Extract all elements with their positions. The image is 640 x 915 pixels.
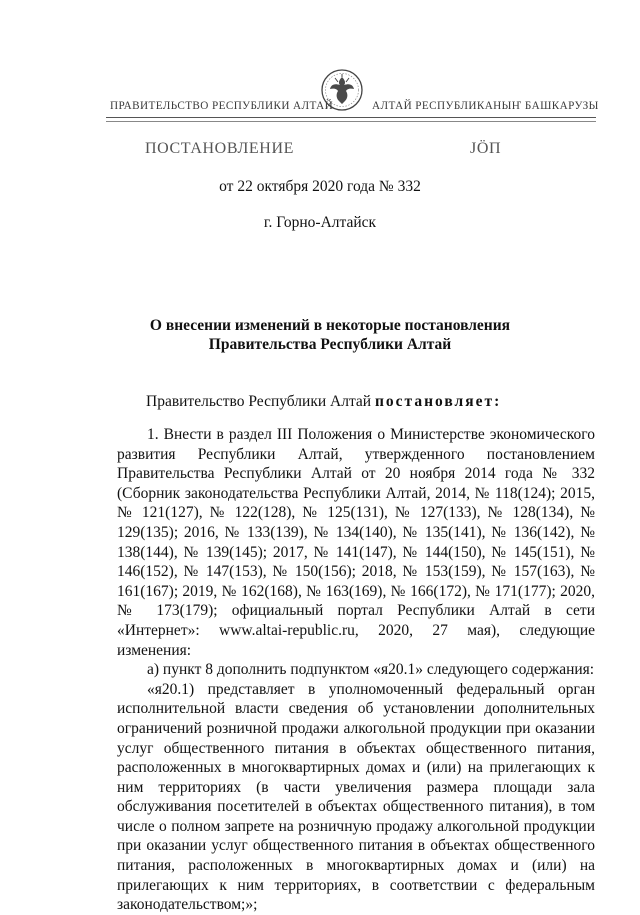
title-line-2: Правительства Республики Алтай	[208, 336, 452, 353]
preamble	[146, 393, 501, 411]
document-date-number: от 22 октября 2020 года № 332	[219, 178, 421, 195]
document-type-altai: ЈӦП	[470, 140, 502, 157]
government-name-russian: ПРАВИТЕЛЬСТВО РЕСПУБЛИКИ АЛТАЙ	[110, 100, 334, 112]
title-line-1: О внесении изменений в некоторые постановления	[149, 317, 511, 334]
paragraph-2: а) пункт 8 дополнить подпунктом «я20.1» следующего содержания:	[147, 661, 595, 679]
document-title	[120, 316, 540, 354]
header-rule	[106, 117, 596, 118]
document-type-russian: ПОСТАНОВЛЕНИЕ	[145, 140, 294, 157]
paragraph-1: 1. Внести в раздел III Положения о Министерстве экономического развития Республики Алтай, утвержденного постановлением Правительства Республики Алтай от 20 ноября 2014 года № 332 (Сборник законодательства Республики Алтай, 2014, № 118(124); 2015, № 121(127), № 122(128), № 125(131), № 127(133), № 128(134), № 129(135); 2016, № 133(139), № 134(140), № 135(141), № 136(142), № 138(144), № 139(145); 2017, № 141(147), № 144(150), № 145(151), № 146(152), № 147(153), № 150(156); 2018, № 153(159), № 157(163), № 161(167); 2019, № 162(168), № 163(169), № 166(172), № 171(177); 2020, № 173(179); официальный портал Республики Алтай в сети «Интернет»: www.altai-republic.ru, 2020, 27 мая), следующие изменения:	[117, 426, 595, 659]
paragraph-3: «я20.1) представляет в уполномоченный федеральный орган исполнительной власти сведения об установлении дополнительных ограничений розничной продажи алкогольной продукции при оказании услуг общественного питания в объектах общественного питания, расположенных в многоквартирных домах и (или) на прилегающих к ним территориях (в части увеличения размера площади зала обслуживания посетителей в объектах общественного питания), в том числе о полном запрете на розничную продажу алкогольной продукции при оказании услуг общественного питания в объектах общественного питания, расположенных в многоквартирных домах и (или) на прилегающих к ним территориях, в соответствии с федеральным законодательством;»;	[117, 680, 595, 914]
document-body	[117, 425, 595, 915]
header-rule-thin	[106, 121, 596, 122]
government-name-altai: АЛТАЙ РЕСПУБЛИКАНЫҤ БАШКАРУЗЫ	[372, 100, 599, 112]
preamble-text: Правительство Республики Алтай	[146, 393, 375, 410]
preamble-keyword: постановляет:	[374, 393, 502, 410]
document-city: г. Горно-Алтайск	[263, 214, 377, 231]
